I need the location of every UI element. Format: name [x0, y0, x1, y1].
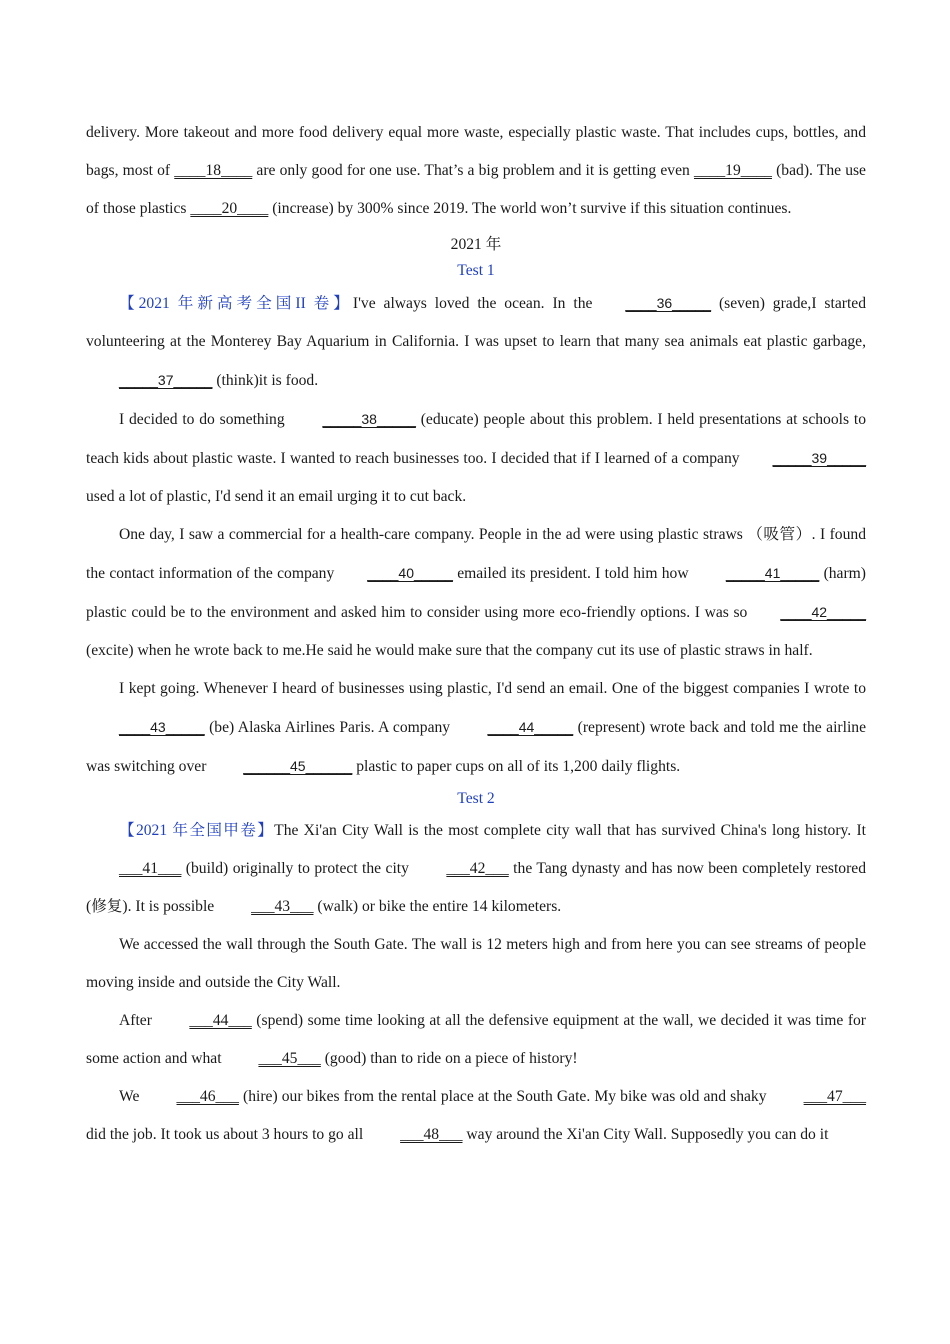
text-run: used a lot of plastic, I'd send it an email urging it to cut back.	[86, 488, 467, 505]
intro-paragraph	[86, 114, 866, 228]
blank-43: ____43_____	[119, 719, 205, 735]
text-run: delivery. More takeout and more food delivery equal more waste, especially plastic waste. That includes cups, bottles, and bags, most of	[86, 124, 866, 179]
text-run: I've always loved the ocean. In the	[352, 295, 593, 312]
blank-38: _____38_____	[322, 411, 416, 427]
blank-41: _____41_____	[725, 565, 820, 581]
text-run: (increase) by 300% since 2019. The world won’t survive if this situation continues.	[268, 200, 792, 217]
text-run: We	[119, 1088, 144, 1105]
text-run: (educate) people about this problem. I held presentations at schools to teach kids about plastic waste. I wanted to reach businesses too. I decided that if I learned of a company	[86, 411, 866, 467]
blank-48: ___48___	[400, 1126, 463, 1143]
text-run: (build) originally to protect the city	[181, 860, 414, 877]
text-run: (represent) wrote back and told me the airline was switching over	[86, 719, 866, 775]
source-tag: 【2021 年新高考全国II 卷】	[119, 295, 353, 312]
document-page	[86, 114, 866, 1154]
blank-44: ____44_____	[487, 719, 574, 735]
test-2-paragraph-2: We accessed the wall through the South Gate. The wall is 12 meters high and from here you can see streams of people moving inside and outside the City Wall.	[86, 936, 866, 991]
test-1-paragraph-4	[86, 670, 866, 786]
text-run: did the job. It took us about 3 hours to go all	[86, 1126, 368, 1143]
blank-36: ____36_____	[625, 295, 712, 311]
blank-47: ___47___	[803, 1088, 867, 1105]
blank-42: ____42_____	[780, 604, 866, 620]
test-2-paragraph-3	[86, 1002, 866, 1078]
blank-45: ___45___	[258, 1050, 321, 1067]
test-1-paragraph-2	[86, 400, 866, 516]
test-1-paragraph-1	[86, 284, 866, 400]
blank-37: _____37_____	[119, 372, 213, 388]
blank-46: ___46___	[176, 1088, 239, 1105]
blank-18: ____18____	[174, 162, 253, 179]
blank-41: ___41___	[119, 860, 182, 877]
text-run: (excite) when he wrote back to me.He said he would make sure that the company cut its use of plastic straws in half.	[86, 642, 813, 659]
text-run: (think)it is food.	[212, 372, 319, 389]
test-2-paragraph-1	[86, 812, 866, 926]
blank-20: ____20____	[190, 200, 269, 217]
text-run: the Tang dynasty and has now been completely restored (修复). It is possible	[86, 860, 867, 915]
text-run: (be) Alaska Airlines Paris. A company	[204, 719, 455, 736]
text-run: plastic to paper cups on all of its 1,200 daily flights.	[352, 758, 681, 775]
text-run: (hire) our bikes from the rental place at the South Gate. My bike was old and shaky	[238, 1088, 771, 1105]
text-run: I decided to do something	[119, 411, 290, 428]
text-run: (good) than to ride on a piece of history!	[320, 1050, 578, 1067]
test-2-title: Test 2	[457, 790, 495, 807]
text-run: (walk) or bike the entire 14 kilometers.	[313, 898, 562, 915]
text-run: (spend) some time looking at all the defensive equipment at the wall, we decided it was time for some action and what	[86, 1012, 866, 1067]
blank-42: ___42___	[446, 860, 509, 877]
text-run: (harm) plastic could be to the environment and asked him to consider using more eco-friendly options. I was so	[86, 565, 866, 621]
text-run: emailed its president. I told him how	[452, 565, 693, 582]
text-run: After	[119, 1012, 157, 1029]
blank-19: ____19____	[693, 162, 772, 179]
blank-40: ____40_____	[367, 565, 453, 581]
text-run: (seven) grade,I started volunteering at the Monterey Bay Aquarium in California. I was upset to learn that many sea animals eat plastic garbage,	[86, 295, 867, 350]
blank-44: ___44___	[189, 1012, 252, 1029]
blank-43: ___43___	[251, 898, 314, 915]
test-2-paragraph-4	[86, 1078, 866, 1154]
text-run: The Xi'an City Wall is the most complete city wall that has survived China's long history. It	[274, 822, 866, 839]
text-run: way around the Xi'an City Wall. Supposedly you can do it	[462, 1126, 829, 1143]
test-1-title: Test 1	[457, 262, 495, 279]
source-tag: 【2021 年全国甲卷】	[119, 822, 275, 839]
blank-39: _____39_____	[772, 450, 866, 466]
text-run: are only good for one use. That’s a big problem and it is getting even	[252, 162, 694, 179]
blank-45: ______45______	[243, 758, 353, 774]
text-run: I kept going. Whenever I heard of businesses using plastic, I'd send an email. One of the biggest companies I wrote to	[119, 680, 866, 697]
test-1-paragraph-3	[86, 516, 866, 670]
year-heading: 2021 年	[450, 236, 502, 253]
text-run: (bad). The use of those plastics	[86, 162, 866, 217]
text-run: One day, I saw a commercial for a health-care company. People in the ad were using plastic straws （吸管）. I found the contact information of the company	[86, 526, 866, 582]
